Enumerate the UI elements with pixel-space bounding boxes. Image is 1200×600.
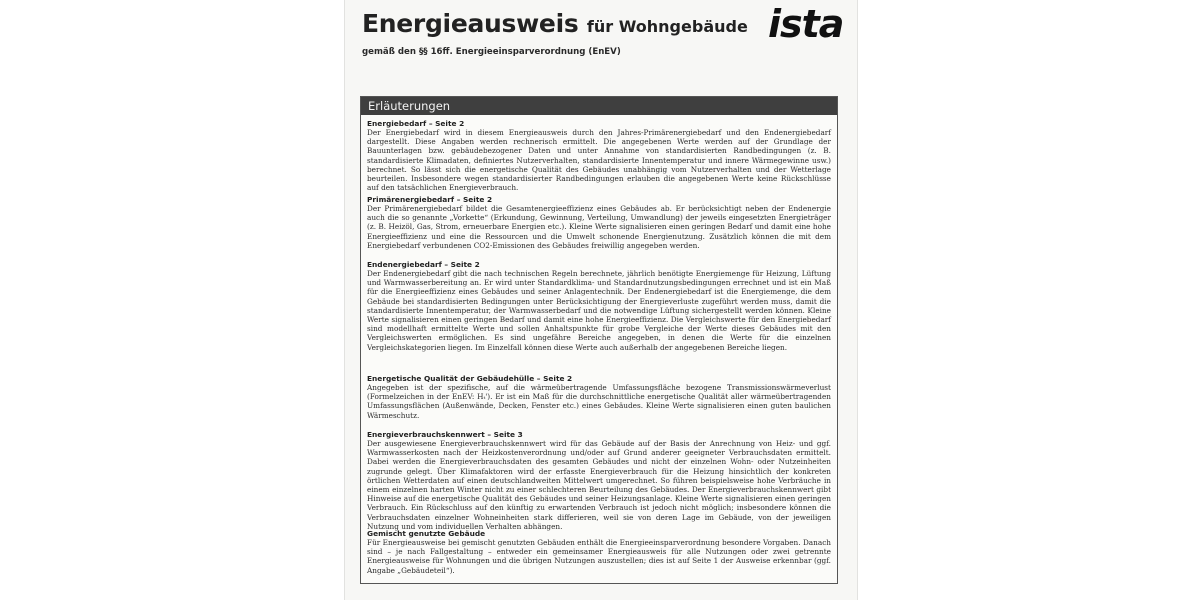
section-heading: Energetische Qualität der Gebäudehülle – Seite 2	[367, 374, 573, 383]
document-subtitle: gemäß den §§ 16ff. Energieeinsparverordnung (EnEV)	[362, 47, 621, 57]
section-body: Der Energiebedarf wird in diesem Energieausweis durch den Jahres-Primärenergiebedarf und den Endenergiebedarf dargestellt. Diese Angaben werden rechnerisch ermittelt. Die angegebenen Werte werden auf der Grundlage der Bauunterlagen bzw. gebäudebezogener Daten und unter Annahme von standardisierten Randbedingungen (z. B. standardisierte Klimadaten, definiertes Nutzerverhalten, standardisierte Innentemperatur und innere Wärmegewinne usw.) berechnet. So lässt sich die energetische Qualität des Gebäudes unabhängig vom Nutzerverhalten und der Wetterlage beurteilen. Insbesondere wegen standardisierter Randbedingungen erlauben die angegebenen Werte keine Rückschlüsse auf den tatsächlichen Energieverbrauch.	[367, 128, 831, 193]
section-body: Der Primärenergiebedarf bildet die Gesamtenergieeffizienz eines Gebäudes ab. Er berücksichtigt neben der Endenergie auch die so genannte „Vorkette“ (Erkundung, Gewinnung, Verteilung, Umwandlung) der jeweils eingesetzten Energieträger (z. B. Heizöl, Gas, Strom, erneuerbare Energien etc.). Kleine Werte signalisieren einen geringen Bedarf und damit eine hohe Energieeffizienz und eine die Ressourcen und die Umwelt schonende Energienutzung. Zusätzlich können die mit dem Energiebedarf verbundenen CO2-Emissionen des Gebäudes freiwillig angegeben werden.	[367, 204, 831, 250]
section-body: Der ausgewiesene Energieverbrauchskennwert wird für das Gebäude auf der Basis der Anrechnung von Heiz- und ggf. Warmwasserkosten nach der Heizkostenverordnung und/oder auf Grund anderer geeigneter Verbrauchsdaten ermittelt. Dabei werden die Energieverbrauchsdaten des gesamten Gebäudes und nicht der einzelnen Wohn- oder Nutzeinheiten zugrunde gelegt. Über Klimafaktoren wird der erfasste Energieverbrauch für die Heizung hinsichtlich der konkreten örtlichen Wetterdaten auf einen deutschlandweiten Mittelwert umgerechnet. So führen beispielsweise hohe Verbräuche in einem einzelnen harten Winter nicht zu einer schlechteren Beurteilung des Gebäudes. Der Energieverbrauchskennwert gibt Hinweise auf die energetische Qualität des Gebäudes und seiner Heizungsanlage. Kleine Werte signalisieren einen geringen Verbrauch. Ein Rückschluss auf den künftig zu erwartenden Verbrauch ist jedoch nicht möglich; insbesondere können die Verbrauchsdaten einzelner Wohneinheiten stark differieren, weil sie von deren Lage im Gebäude, von der jeweiligen Nutzung und vom individuellen Verhalten abhängen.	[367, 439, 831, 531]
section-body: Für Energieausweise bei gemischt genutzten Gebäuden enthält die Energieeinsparverordnung besondere Vorgaben. Danach sind – je nach Fallgestaltung – entweder ein gemeinsamer Energieausweis für alle Nutzungen oder zwei getrennte Energieausweise für Wohnungen und die übrigen Nutzungen auszustellen; dies ist auf Seite 1 der Ausweise erkennbar (ggf. Angabe „Gebäudeteil“).	[367, 538, 831, 575]
ista-logo: ista	[768, 2, 844, 46]
title-main: Energieausweis	[362, 9, 579, 38]
document-title	[362, 11, 748, 36]
section-heading: Endenergiebedarf – Seite 2	[367, 260, 480, 269]
section-heading: Gemischt genutzte Gebäude	[367, 529, 486, 538]
section-body: Der Endenergiebedarf gibt die nach technischen Regeln berechnete, jährlich benötigte Energiemenge für Heizung, Lüftung und Warmwasserbereitung an. Er wird unter Standardklima- und Standardnutzungsbedingungen errechnet und ist ein Maß für die Energieeffizienz eines Gebäudes und seiner Anlagentechnik. Der Endenergiebedarf ist die Energiemenge, die dem Gebäude bei standardisierten Bedingungen unter Berücksichtigung der Energieverluste zugeführt werden muss, damit die standardisierte Innentemperatur, der Warmwasserbedarf und die notwendige Lüftung sichergestellt werden können. Kleine Werte signalisieren einen geringen Bedarf und damit eine hohe Energieeffizienz. Die Vergleichswerte für den Energiebedarf sind modellhaft ermittelte Werte und sollen Anhaltspunkte für grobe Vergleiche der Werte dieses Gebäudes mit den Vergleichswerten ermöglichen. Es sind ungefähre Bereiche angegeben, in denen die Werte für die einzelnen Vergleichskategorien liegen. Im Einzelfall können diese Werte auch außerhalb der angegebenen Bereiche liegen.	[367, 269, 831, 352]
section-body: Angegeben ist der spezifische, auf die wärmeübertragende Umfassungsfläche bezogene Transmissionswärmeverlust (Formelzeichen in der EnEV: Hₜ'). Er ist ein Maß für die durchschnittliche energetische Qualität aller wärmeübertragenden Umfassungsflächen (Außenwände, Decken, Fenster etc.) eines Gebäudes. Kleine Werte signalisieren einen guten baulichen Wärmeschutz.	[367, 383, 831, 420]
section-heading: Primärenergiebedarf – Seite 2	[367, 195, 493, 204]
title-sub: für Wohngebäude	[586, 17, 748, 36]
section-gemischt-genutzte-gebaeude	[367, 529, 831, 575]
section-energiebedarf	[367, 119, 831, 192]
section-primaerenergiebedarf	[367, 195, 831, 250]
section-heading: Energieverbrauchskennwert – Seite 3	[367, 430, 523, 439]
explanations-box	[360, 96, 838, 584]
section-energieverbrauchskennwert	[367, 430, 831, 531]
section-heading: Energiebedarf – Seite 2	[367, 119, 465, 128]
section-endenergiebedarf	[367, 260, 831, 352]
explanations-header: Erläuterungen	[361, 97, 837, 115]
section-gebaeudehuelle	[367, 374, 831, 420]
